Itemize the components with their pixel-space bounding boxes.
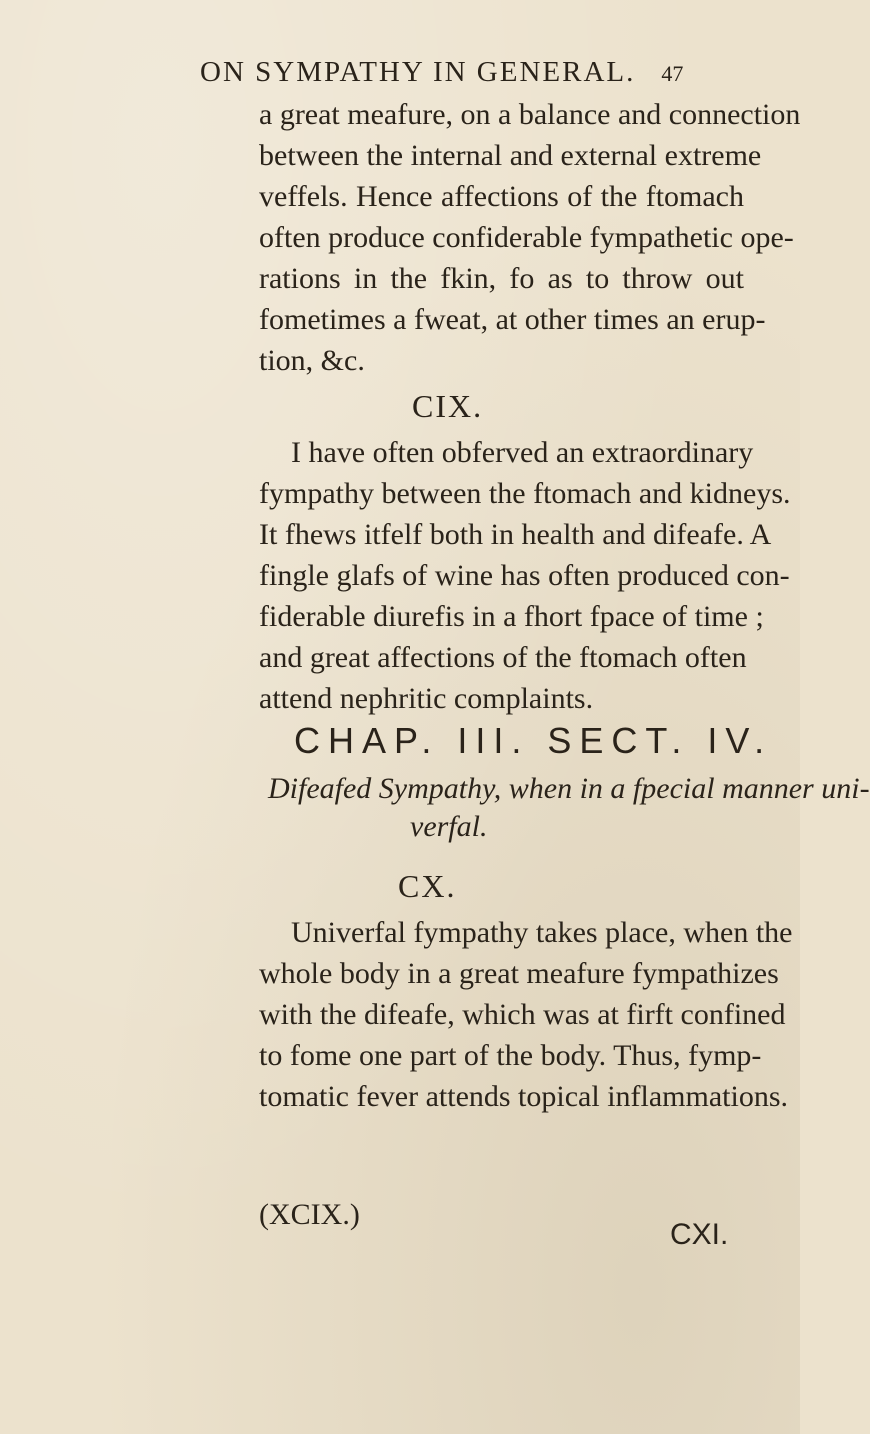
section-number-cx: CX. [398, 868, 457, 904]
text-line: fympathy between the ftomach and kidneys. [259, 477, 791, 510]
text-line: between the internal and external extreme [259, 139, 762, 172]
text-line: and great affections of the ftomach often [259, 641, 747, 674]
section-number-cix: CIX. [412, 388, 484, 424]
text-line: tion, &c. [259, 344, 365, 377]
catchword: CXI. [670, 1218, 729, 1251]
paragraph-cix [259, 432, 791, 719]
cross-reference: (XCIX.) [259, 1198, 360, 1231]
text-line: veffels. Hence affections of the ftomach [259, 180, 744, 213]
chapter-heading: CHAP. III. SECT. IV. [294, 720, 773, 761]
subtitle-line: verfal. [410, 810, 488, 843]
text-line: whole body in a great meafure fympathizes [259, 957, 779, 990]
text-line: a great meafure, on a balance and connection [259, 98, 801, 131]
chapter-subtitle [268, 770, 870, 846]
text-line: It fhews itfelf both in health and difeafe. A [259, 518, 772, 551]
running-header [200, 56, 700, 89]
paragraph-cx [259, 912, 793, 1117]
text-line: to fome one part of the body. Thus, fymp- [259, 1039, 762, 1072]
text-line: often produce confiderable fympathetic ope- [259, 221, 794, 254]
running-title: ON SYMPATHY IN GENERAL. [200, 56, 636, 88]
page-number: 47 [661, 61, 684, 86]
text-line: with the difeafe, which was at firft confined [259, 998, 786, 1031]
paragraph-continued [259, 94, 801, 381]
text-line: Univerfal fympathy takes place, when the [291, 916, 793, 949]
text-line: fingle glafs of wine has often produced con- [259, 559, 790, 592]
text-line: tomatic fever attends topical inflammations. [259, 1080, 788, 1113]
text-line: I have often obferved an extraordinary [291, 436, 754, 469]
text-line: fiderable diurefis in a fhort fpace of time ; [259, 600, 764, 633]
text-line: rations in the fkin, fo as to throw out [259, 262, 744, 295]
text-line: attend nephritic complaints. [259, 682, 594, 715]
subtitle-line: Difeafed Sympathy, when in a fpecial manner uni- [268, 772, 870, 805]
text-line: fometimes a fweat, at other times an erup- [259, 303, 766, 336]
